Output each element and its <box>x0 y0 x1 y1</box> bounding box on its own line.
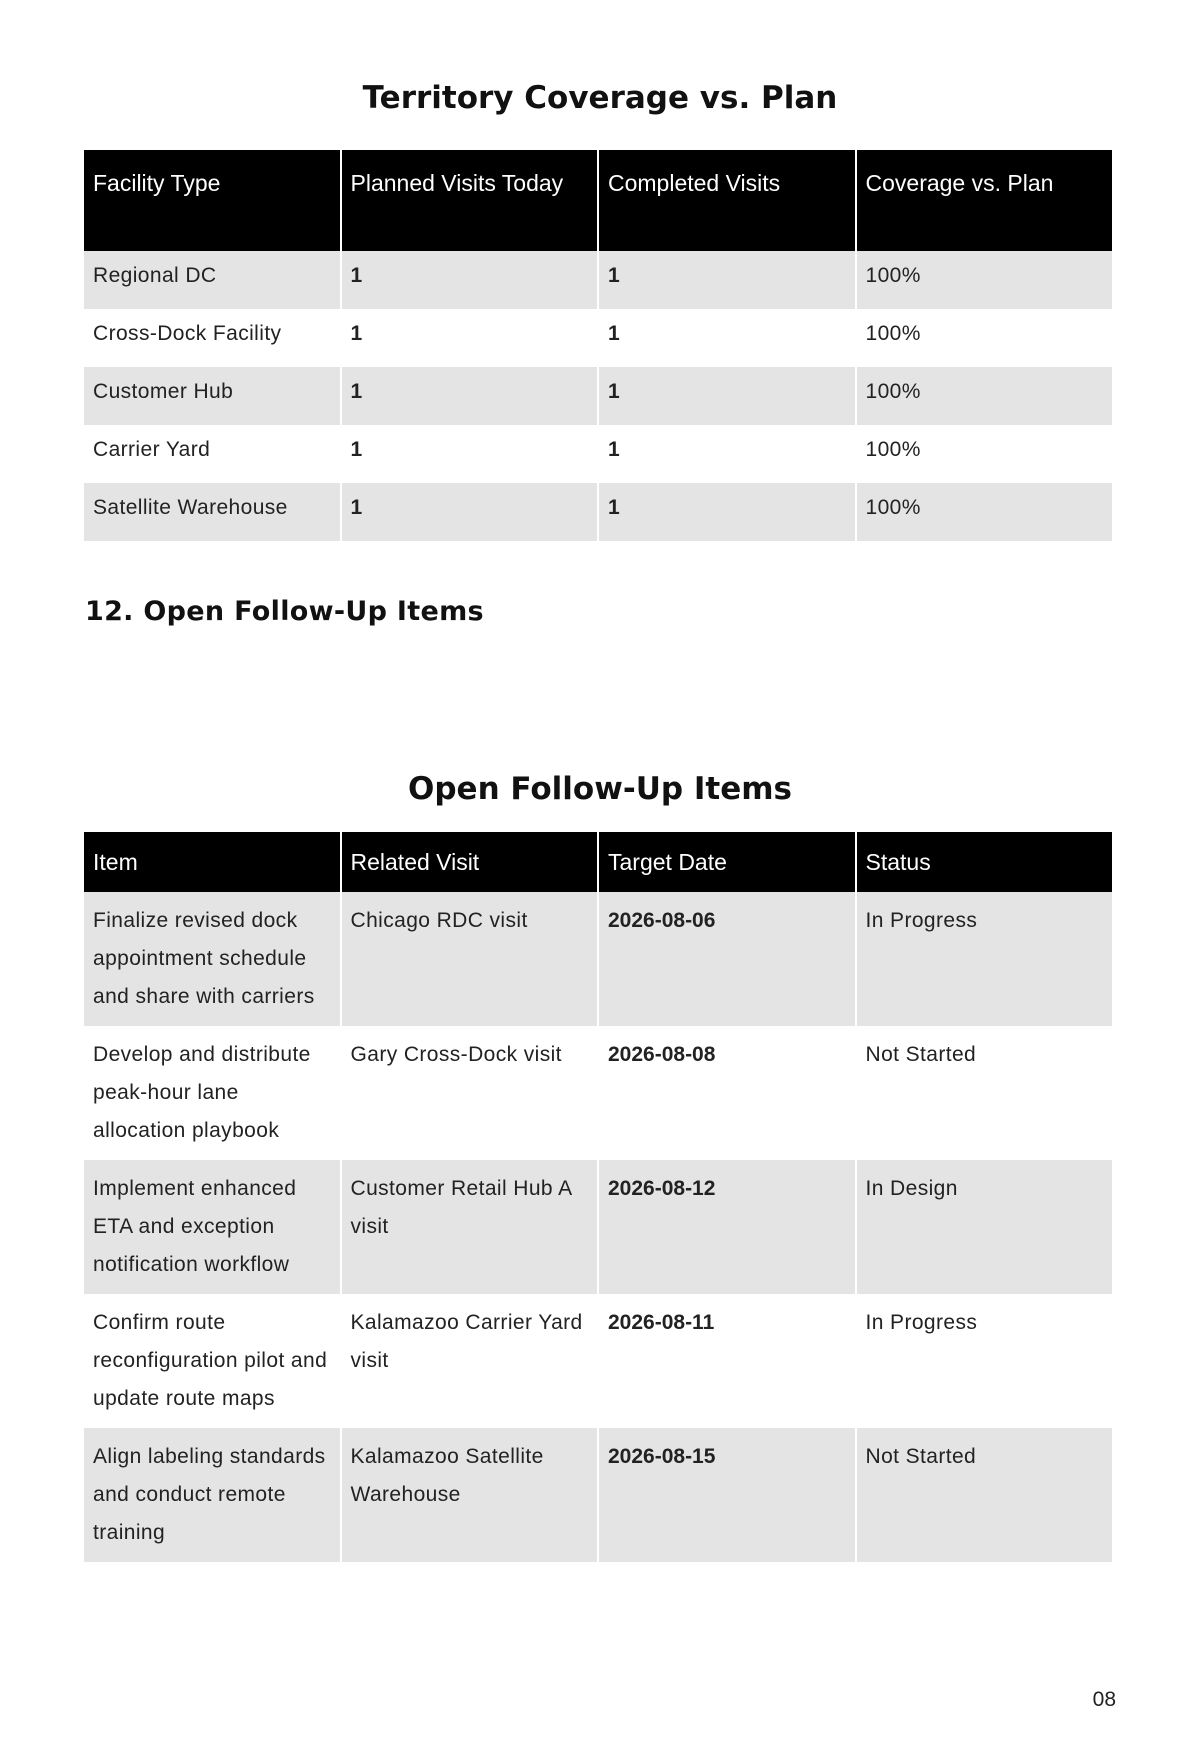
target-date-cell: 2026-08-06 <box>599 892 855 1026</box>
item-cell: Implement enhanced ETA and exception notification workflow <box>84 1160 340 1294</box>
completed-visits-cell: 1 <box>599 425 855 483</box>
status-cell: Not Started <box>857 1026 1113 1160</box>
related-visit-cell: Gary Cross-Dock visit <box>342 1026 598 1160</box>
planned-visits-cell: 1 <box>342 309 598 367</box>
facility-type-cell: Cross-Dock Facility <box>84 309 340 367</box>
completed-visits-cell: 1 <box>599 483 855 541</box>
status-cell: Not Started <box>857 1428 1113 1562</box>
page-number: 08 <box>1092 1688 1116 1711</box>
table-row <box>84 1428 1112 1562</box>
table-row <box>84 1026 1112 1160</box>
table-row <box>84 251 1112 309</box>
coverage-header-planned-visits: Planned Visits Today <box>342 150 598 251</box>
related-visit-cell: Kalamazoo Carrier Yard visit <box>342 1294 598 1428</box>
followup-table-title: Open Follow-Up Items <box>408 771 792 807</box>
planned-visits-cell: 1 <box>342 483 598 541</box>
table-row <box>84 425 1112 483</box>
followup-header-item: Item <box>84 832 340 892</box>
coverage-header-facility-type: Facility Type <box>84 150 340 251</box>
table-row <box>84 309 1112 367</box>
coverage-header-completed-visits: Completed Visits <box>599 150 855 251</box>
table-row <box>84 1160 1112 1294</box>
followup-table <box>82 832 1114 1562</box>
coverage-header-row <box>84 150 1112 251</box>
completed-visits-cell: 1 <box>599 367 855 425</box>
item-cell: Finalize revised dock appointment schedule and share with carriers <box>84 892 340 1026</box>
related-visit-cell: Kalamazoo Satellite Warehouse <box>342 1428 598 1562</box>
status-cell: In Progress <box>857 892 1113 1026</box>
facility-type-cell: Customer Hub <box>84 367 340 425</box>
coverage-table-title: Territory Coverage vs. Plan <box>362 80 838 116</box>
item-cell: Confirm route reconfiguration pilot and update route maps <box>84 1294 340 1428</box>
coverage-cell: 100% <box>857 367 1113 425</box>
coverage-table <box>82 150 1114 541</box>
completed-visits-cell: 1 <box>599 309 855 367</box>
facility-type-cell: Regional DC <box>84 251 340 309</box>
completed-visits-cell: 1 <box>599 251 855 309</box>
table-row <box>84 892 1112 1026</box>
planned-visits-cell: 1 <box>342 367 598 425</box>
facility-type-cell: Carrier Yard <box>84 425 340 483</box>
followup-header-related-visit: Related Visit <box>342 832 598 892</box>
target-date-cell: 2026-08-11 <box>599 1294 855 1428</box>
coverage-cell: 100% <box>857 309 1113 367</box>
target-date-cell: 2026-08-15 <box>599 1428 855 1562</box>
coverage-cell: 100% <box>857 251 1113 309</box>
planned-visits-cell: 1 <box>342 251 598 309</box>
facility-type-cell: Satellite Warehouse <box>84 483 340 541</box>
followup-header-target-date: Target Date <box>599 832 855 892</box>
table-row <box>84 1294 1112 1428</box>
item-cell: Align labeling standards and conduct remote training <box>84 1428 340 1562</box>
coverage-header-coverage: Coverage vs. Plan <box>857 150 1113 251</box>
section-heading: 12. Open Follow-Up Items <box>85 596 484 627</box>
followup-header-row <box>84 832 1112 892</box>
related-visit-cell: Customer Retail Hub A visit <box>342 1160 598 1294</box>
table-row <box>84 367 1112 425</box>
status-cell: In Progress <box>857 1294 1113 1428</box>
target-date-cell: 2026-08-08 <box>599 1026 855 1160</box>
status-cell: In Design <box>857 1160 1113 1294</box>
target-date-cell: 2026-08-12 <box>599 1160 855 1294</box>
coverage-cell: 100% <box>857 483 1113 541</box>
related-visit-cell: Chicago RDC visit <box>342 892 598 1026</box>
table-row <box>84 483 1112 541</box>
followup-header-status: Status <box>857 832 1113 892</box>
item-cell: Develop and distribute peak-hour lane allocation playbook <box>84 1026 340 1160</box>
planned-visits-cell: 1 <box>342 425 598 483</box>
coverage-cell: 100% <box>857 425 1113 483</box>
